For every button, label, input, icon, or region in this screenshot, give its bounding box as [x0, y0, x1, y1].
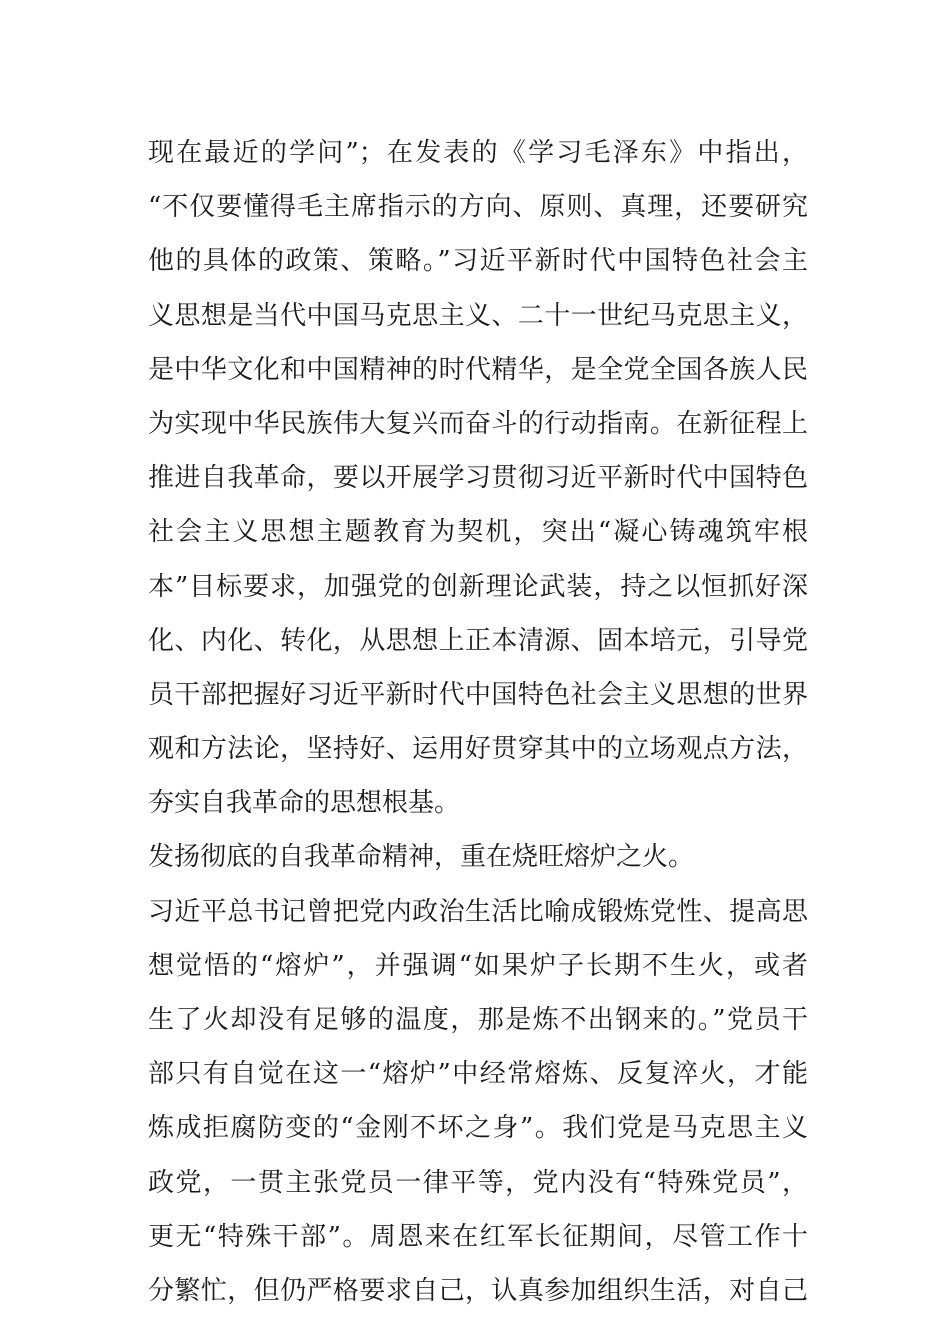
text-line: 本”目标要求，加强党的创新理论武装，持之以恒抓好深	[148, 571, 808, 602]
text-line: 化、内化、转化，从思想上正本清源、固本培元，引导党	[148, 625, 808, 656]
text-line: 炼成拒腐防变的“金刚不坏之身”。我们党是马克思主义	[148, 1113, 808, 1144]
text-line: 他的具体的政策、策略。”习近平新时代中国特色社会主	[148, 246, 808, 277]
text-line: 习近平总书记曾把党内政治生活比喻成锻炼党性、提高思	[148, 896, 808, 927]
text-line: 现在最近的学问”；在发表的《学习毛泽东》中指出，	[148, 138, 808, 168]
text-line: 为实现中华民族伟大复兴而奋斗的行动指南。在新征程上	[148, 408, 808, 439]
text-line: “不仅要懂得毛主席指示的方向、原则、真理，还要研究	[148, 192, 808, 223]
text-line: 夯实自我革命的思想根基。	[148, 788, 461, 819]
text-line: 分繁忙，但仍严格要求自己，认真参加组织生活，对自己	[148, 1275, 808, 1306]
body-text	[148, 126, 808, 1318]
text-line: 是中华文化和中国精神的时代精华，是全党全国各族人民	[148, 354, 808, 385]
text-line: 员干部把握好习近平新时代中国特色社会主义思想的世界	[148, 679, 808, 710]
text-line: 社会主义思想主题教育为契机，突出“凝心铸魂筑牢根	[148, 517, 808, 548]
text-line: 部只有自觉在这一“熔炉”中经常熔炼、反复淬火，才能	[148, 1059, 808, 1090]
text-line: 生了火却没有足够的温度，那是炼不出钢来的。”党员干	[148, 1005, 808, 1035]
text-line: 想觉悟的“熔炉”，并强调“如果炉子长期不生火，或者	[148, 950, 808, 981]
text-line: 政党，一贯主张党员一律平等，党内没有“特殊党员”，	[148, 1167, 808, 1198]
text-line: 义思想是当代中国马克思主义、二十一世纪马克思主义，	[148, 300, 808, 331]
section-heading: 发扬彻底的自我革命精神，重在烧旺熔炉之火。	[148, 842, 695, 873]
text-line: 更无“特殊干部”。周恩来在红军长征期间，尽管工作十	[148, 1221, 808, 1252]
text-line: 观和方法论，坚持好、运用好贯穿其中的立场观点方法，	[148, 734, 808, 765]
text-line: 推进自我革命，要以开展学习贯彻习近平新时代中国特色	[148, 463, 808, 494]
